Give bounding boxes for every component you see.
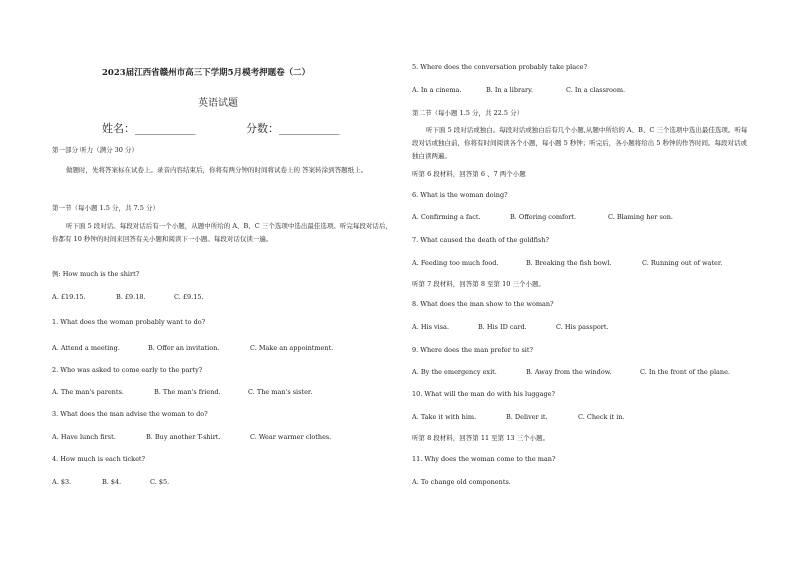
q1-option-c: C. Make an appointment. [250,344,334,352]
part1-instructions: 做题时，先将答案标在试卷上。录音内容结束后，你将有两分钟的时间将试卷上的 答案转涂到答题纸上。 [66,166,368,174]
question-9: 9. Where does the man prefer to sit? [412,346,533,354]
example-option-a: A. £19.15. [52,293,86,301]
q8-option-a: A. His visa. [412,323,450,331]
question-3: 3. What does the man advise the woman to do? [52,410,208,418]
score-field: 分数：___________ [246,122,340,135]
question-11: 11. Why does the woman come to the man? [412,455,556,463]
q6-option-b: B. Offering comfort. [510,213,577,221]
q7-option-b: B. Breaking the fish bowl. [526,259,612,267]
q5-option-a: A. In a cinema. [412,86,462,94]
q2-option-a: A. The man's parents. [52,388,124,396]
question-4: 4. How much is each ticket? [52,455,146,463]
question-7: 7. What caused the death of the goldfish? [412,236,550,244]
q10-option-a: A. Take it with him. [412,413,477,421]
question-8: 8. What does the man show to the woman? [412,300,554,308]
q2-option-c: C. The man's sister. [248,388,313,396]
q1-option-b: B. Offer an invitation. [148,344,220,352]
group-8-heading: 听第 8 段材料，回答第 11 至第 13 三个小题。 [412,434,550,442]
q11-option-a: A. To change old components. [412,478,511,486]
group-6-heading: 听第 6 段材料，回答第 6 、7 两个小题 [412,170,526,178]
q4-option-c: C. $5. [150,478,170,486]
example-question: 例: How much is the shirt? [52,270,140,278]
group-7-heading: 听第 7 段材料，回答第 8 至第 10 三个小题。 [412,280,545,288]
q10-option-b: B. Deliver it. [506,413,548,421]
subject-title: 英语试题 [198,98,238,109]
q9-option-a: A. By the emergency exit. [412,368,497,376]
section2-instructions: 听下面 5 段对话或独白。每段对话或独白后有几个小题,从题中所给的 A、B、C 三个选项中选出最佳选项。听每段对话或独白前，你将有时间阅读各个小题，每小题 5 秒钟；听完后，各小题将给出 5 秒钟的作答时间。每段对话或独白读两遍。 [412,126,748,160]
q3-option-a: A. Have lunch first. [52,433,116,441]
q5-option-b: B. In a library. [486,86,533,94]
q1-option-a: A. Attend a meeting. [52,344,120,352]
q10-option-c: C. Check it in. [578,413,625,421]
q9-option-b: B. Away from the window. [526,368,612,376]
section1-heading: 第一节（每小题 1.5 分，共 7.5 分） [52,204,159,212]
question-2: 2. Who was asked to come early to the party? [52,366,203,374]
example-option-b: B. £9.18. [116,293,146,301]
question-6: 6. What is the woman doing? [412,191,508,199]
part1-heading: 第一部分 听力（满分 30 分） [52,146,138,154]
name-field: 姓名：___________ [102,122,196,135]
q4-option-b: B. $4. [102,478,122,486]
q8-option-b: B. His ID card. [478,323,527,331]
q9-option-c: C. In the front of the plane. [640,368,731,376]
question-10: 10. What will the man do with his luggage? [412,390,555,398]
question-5: 5. Where does the conversation probably take place? [412,63,588,71]
section1-instructions: 听下面 5 段对话。每段对话后有一个小题，从题中所给的 A、B、C 三个选项中选出最佳选项。听完每段对话后，你都有 10 秒钟的时间来回答有关小题和阅读下一小题。每段对话仅读一遍。 [52,222,392,243]
q4-option-a: A. $3. [52,478,72,486]
q6-option-a: A. Confirming a fact. [412,213,481,221]
q3-option-b: B. Buy another T-shirt. [146,433,221,441]
q8-option-c: C. His passport. [556,323,609,331]
exam-title: 2023届江西省赣州市高三下学期5月模考押题卷（二） [102,68,311,78]
example-option-c: C. £9.15. [174,293,204,301]
q7-option-a: A. Feeding too much food. [412,259,499,267]
q7-option-c: C. Running out of water. [642,259,723,267]
question-1: 1. What does the woman probably want to do? [52,318,206,326]
q5-option-c: C. In a classroom. [566,86,626,94]
q3-option-c: C. Wear warmer clothes. [250,433,332,441]
section2-heading: 第二节（每小题 1.5 分，共 22.5 分） [412,109,524,117]
q6-option-c: C. Blaming her son. [608,213,673,221]
q2-option-b: B. The man's friend. [154,388,221,396]
